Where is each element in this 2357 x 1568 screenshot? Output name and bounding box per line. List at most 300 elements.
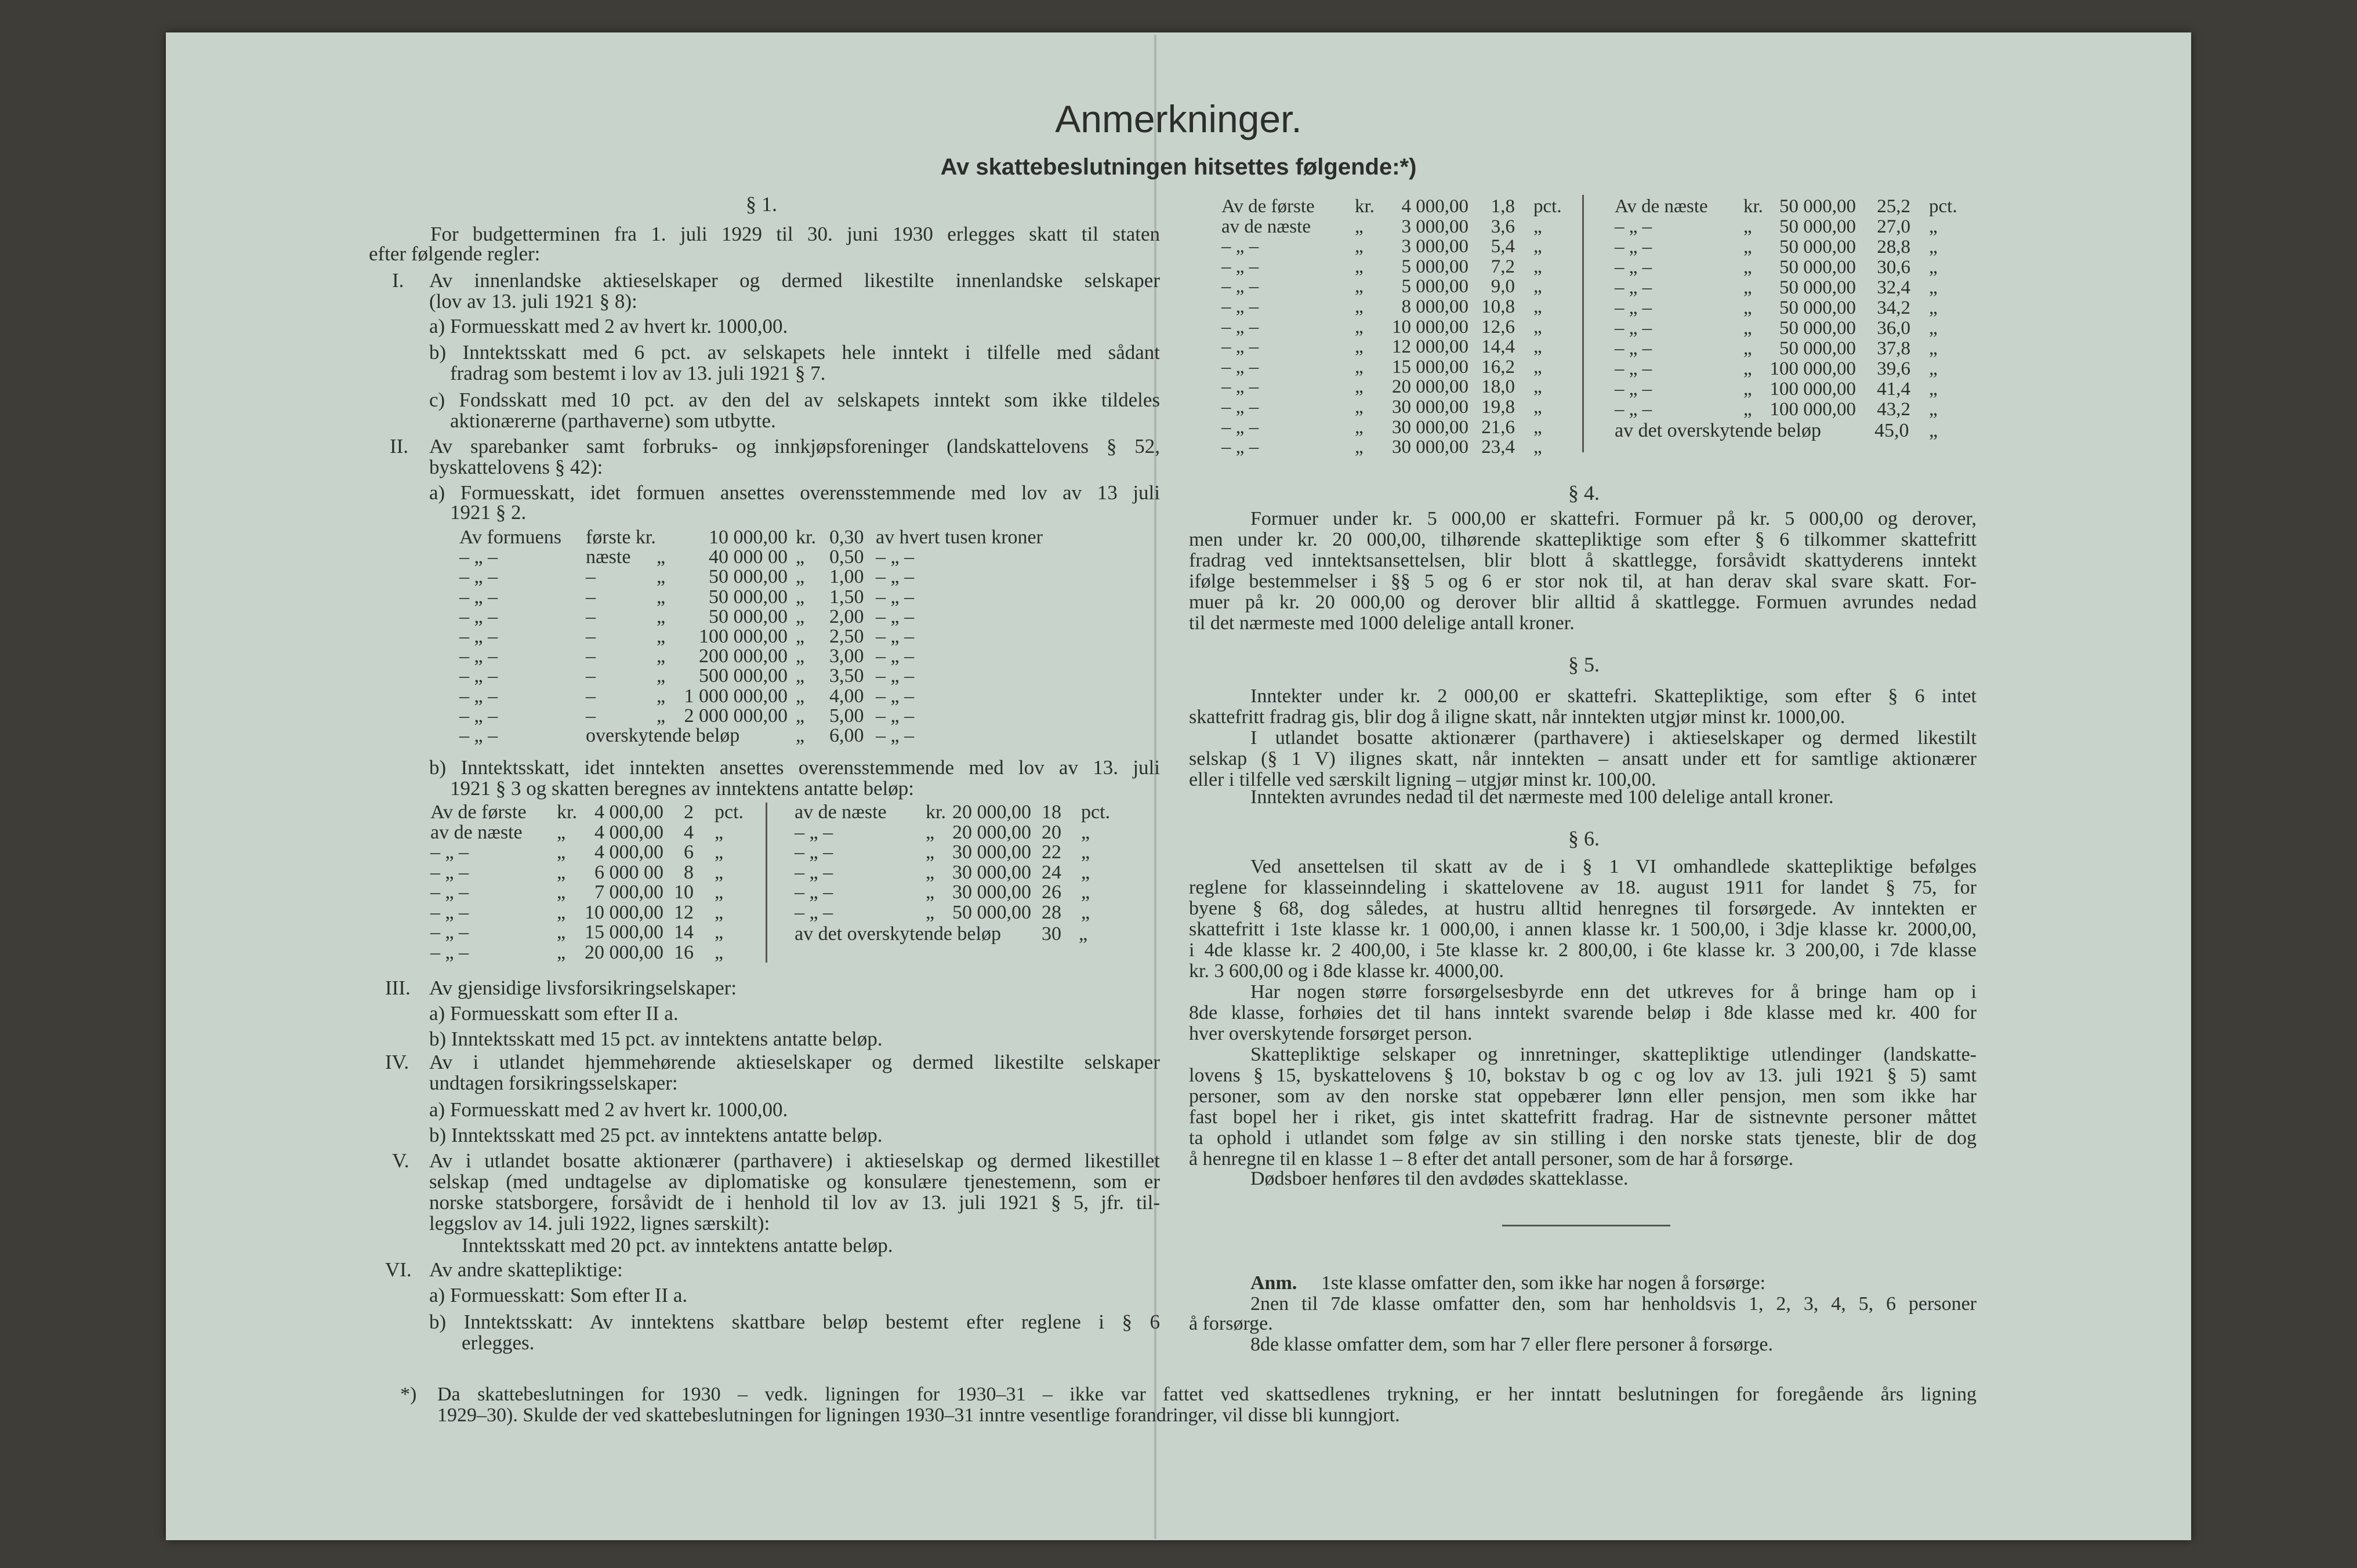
table-cell: „ [1533,236,1542,257]
paragraph-line: 8de klasse, forhøies det til hans inntekt svarende beløp i 8de klasse med kr. 400 for [1189,1002,1977,1023]
paragraph-line: b) Inntektsskatt, idet inntekten ansettes overensstemmende med lov av 13. juli [429,756,1160,779]
table-cell: – „ – [876,626,915,647]
paragraph-line: Inntekten avrundes nedad til det nærmeste med 100 delelige antall kroner. [1250,786,1834,808]
table-cell: – „ – [1221,416,1259,438]
table-cell: 39,6 [1877,358,1910,379]
table-cell: – „ – [459,725,498,746]
table-cell: av hvert tusen kroner [876,527,1043,548]
section-6-heading: § 6. [1568,827,1600,850]
footnote-line: Da skattebeslutningen for 1930 – vedk. ligningen for 1930–31 – ikke var fattet ved skattsedlenes trykning, er her inntatt beslutningen for foregående års ligning [437,1384,1977,1405]
table-cell: „ [1533,416,1542,438]
table-cell: 30 000,00 [952,841,1031,863]
table-cell: „ [796,685,805,707]
table-cell: – [586,626,596,647]
paragraph-line: fradrag som bestemt i lov av 13. juli 1921 § 7. [450,362,826,384]
table-cell: 0,30 [829,527,864,548]
paragraph-line: hver overskytende forsørget person. [1189,1023,1473,1044]
paragraph-line: erlegges. [462,1331,535,1354]
paragraph-line: Dødsboer henføres til den avdødes skatteklasse. [1250,1168,1629,1189]
table-cell: „ [796,546,805,568]
table-cell: 26 [1042,881,1061,903]
table-cell: pct. [1533,196,1562,217]
paragraph-line: å forsørge. [1189,1313,1273,1334]
table-cell: – „ – [1615,379,1652,400]
table-cell: – „ – [459,645,498,667]
table-cell: „ [1743,297,1752,318]
table-cell: 32,4 [1877,277,1910,298]
table-cell: 27,0 [1877,216,1910,237]
table-cell: 500 000,00 [699,665,788,687]
table-cell: „ [557,821,566,843]
table-cell: – „ – [459,705,498,727]
table-cell: „ [1079,923,1088,945]
table-cell: 15 000,00 [1392,356,1468,378]
table-cell: „ [1929,297,1938,318]
table-cell: av de næste [430,821,523,843]
paragraph-line: Har nogen større forsørgelsesbyrde enn det utkreves for å bringe ham op i [1250,981,1977,1003]
table-cell: „ [1355,236,1364,257]
paragraph-line: eller i tilfelle ved særskilt ligning – utgjør minst kr. 100,00. [1189,769,1656,790]
table-cell: 20 000,00 [952,801,1031,823]
table-cell: „ [1081,861,1090,883]
table-cell: 15 000,00 [585,921,663,943]
table-cell: – „ – [1221,437,1259,458]
table-cell: 100 000,00 [1769,379,1856,400]
table-cell: – „ – [1615,257,1652,278]
table-cell: 4 [684,821,694,843]
document-subtitle: Av skattebeslutningen hitsettes følgende:*) [940,154,1417,180]
section-5-heading: § 5. [1568,653,1600,676]
table-cell: – „ – [1615,216,1652,237]
table-cell: „ [1743,399,1752,420]
table-cell: 12 [674,901,694,923]
paragraph-line: b) Inntektsskatt: Av inntektens skattbare beløp bestemt efter reglene i § 6 [429,1311,1160,1333]
paragraph-line: kr. 3 600,00 og i 8de klasse kr. 4000,00. [1189,960,1504,982]
paragraph-line: ta ophold i utlandet som følge av sin stilling i den norske stats tjeneste, blir de dog [1189,1127,1977,1149]
table-cell: 20 000,00 [952,821,1031,843]
table-cell: kr. [796,527,816,548]
table-cell: „ [1929,420,1938,441]
table-cell: Av de første [430,801,527,823]
paragraph-line: undtagen forsikringsselskaper: [429,1072,678,1094]
table-cell: 50 000,00 [1779,237,1856,257]
table-cell: „ [1929,338,1938,359]
table-cell: „ [1355,416,1364,438]
table-cell: 37,8 [1877,338,1910,359]
table-cell: – „ – [795,821,833,843]
table-cell: „ [715,941,724,963]
paragraph-line: b) Inntektsskatt med 15 pct. av inntektens antatte beløp. [429,1028,883,1050]
table-cell: – „ – [876,586,915,608]
table-cell: „ [1533,356,1542,378]
table-cell: „ [1929,318,1938,339]
roman-numeral: III. [385,977,411,999]
table-cell: „ [1533,316,1542,337]
paragraph-line: å henregne til en klasse 1 – 8 efter det antall personer, som de har å forsørge. [1189,1148,1794,1170]
table-cell: – „ – [876,566,915,588]
table-cell: kr. [1743,196,1763,217]
paragraph-line: lovens § 15, byskattelovens § 10, bokstav b og c og lov av 13. juli 1921 § 5) samt [1189,1065,1977,1086]
table-cell: – „ – [795,901,833,923]
paragraph-line: c) Fondsskatt med 10 pct. av den del av selskapets inntekt som ikke tildeles [429,389,1160,411]
table-cell: av de næste [795,801,887,823]
table-cell: 5,4 [1491,236,1515,257]
paragraph-line: selskap (med undtagelse av diplomatiske og konsulære tjenestemenn, som er [429,1170,1160,1193]
table-cell: 7,2 [1491,256,1515,277]
table-cell: 3,50 [829,665,864,687]
table-cell: „ [1355,256,1364,277]
table-cell: – [586,685,596,707]
table-cell: kr. [926,801,946,823]
table-cell: 30 000,00 [952,881,1031,903]
table-cell: „ [557,841,566,863]
table-cell: – „ – [1615,318,1652,339]
table-cell: – [586,605,596,627]
table-cell: av det overskytende beløp [1615,420,1821,441]
table-cell: 20 000,00 [1392,376,1468,398]
table-cell: – „ – [1221,376,1259,398]
table-cell: „ [715,881,724,903]
annotation-label: Anm. [1250,1272,1297,1294]
table-cell: „ [1355,437,1364,458]
table-cell: – „ – [459,586,498,608]
paragraph-line: fast bopel her i riket, gis intet skattefritt fradrag. Har de sistnevnte personer måttet [1189,1106,1977,1128]
table-cell: 5,00 [829,705,864,727]
table-cell: 22 [1042,841,1061,863]
table-cell: 40 000 00 [709,546,788,568]
table-cell: kr. [557,801,577,823]
table-cell: „ [1355,276,1364,297]
paragraph-line: Ved ansettelsen til skatt av de i § 1 VI omhandlede skattepliktige befølges [1250,856,1977,877]
table-cell: – „ – [876,685,915,707]
table-cell: 30 000,00 [1392,397,1468,418]
table-cell: – [586,586,596,608]
table-cell: av det overskytende beløp [795,923,1001,945]
table-cell: – „ – [1615,237,1652,257]
paragraph-line: efter følgende regler: [369,242,541,265]
table-cell: 100 000,00 [699,626,788,647]
table-cell: 4 000,00 [1401,196,1468,217]
table-cell: „ [926,881,935,903]
table-cell: „ [1081,881,1090,903]
table-cell: „ [1533,336,1542,358]
table-cell: „ [1081,841,1090,863]
paragraph-line: 1921 § 3 og skatten beregnes av inntektens antatte beløp: [450,777,914,800]
table-cell: – „ – [430,841,469,863]
table-cell: – „ – [1221,397,1259,418]
table-cell: „ [657,546,666,568]
table-cell: „ [926,901,935,923]
roman-numeral: I. [392,269,404,292]
table-cell: 10 [674,881,694,903]
table-cell: „ [796,645,805,667]
table-cell: – „ – [459,566,498,588]
table-cell: – „ – [1221,276,1259,297]
table-cell: 41,4 [1877,379,1910,400]
table-divider [1582,195,1584,452]
paragraph-line: a) Formuesskatt, idet formuen ansettes overensstemmende med lov av 13 juli [429,481,1160,504]
table-cell: 34,2 [1877,297,1910,318]
paragraph-line: reglene for klasseinndeling i skattelovene av 18. august 1911 for landet § 75, for [1189,877,1977,898]
table-cell: „ [1743,216,1752,237]
table-cell: 10,8 [1481,296,1515,317]
table-cell: 1,8 [1491,196,1515,217]
table-cell: – „ – [876,665,915,687]
paragraph-line: men under kr. 20 000,00, tilhørende skattepliktige som efter § 6 tilkommer skattefritt [1189,529,1977,550]
table-cell: 10 000,00 [1392,316,1468,337]
table-cell: „ [1929,237,1938,257]
table-cell: „ [1355,336,1364,358]
table-cell: 20 [1042,821,1061,843]
table-cell: „ [657,685,666,707]
table-cell: 3 000,00 [1401,236,1468,257]
table-cell: „ [1743,318,1752,339]
table-cell: 50 000,00 [1779,277,1856,298]
table-cell: 50 000,00 [952,901,1031,923]
table-cell: kr. [1355,196,1375,217]
table-cell: – „ – [1615,399,1652,420]
table-cell: – [586,645,596,667]
table-cell: 30 000,00 [952,861,1031,883]
table-cell: „ [1533,216,1542,237]
table-cell: 25,2 [1877,196,1910,217]
table-cell: 18,0 [1481,376,1515,398]
paragraph-line: a) Formuesskatt: Som efter II a. [429,1284,688,1306]
table-cell: 50 000,00 [1779,196,1856,217]
table-cell: 30 000,00 [1392,437,1468,458]
table-cell: – „ – [1615,297,1652,318]
table-cell: „ [1355,216,1364,237]
table-cell: Av de næste [1615,196,1708,217]
table-cell: – „ – [430,901,469,923]
paragraph-line: Av innenlandske aktieselskaper og dermed likestilte innenlandske selskaper [429,269,1160,292]
table-cell: 28 [1042,901,1061,923]
table-cell: 5 000,00 [1401,276,1468,297]
table-cell: „ [657,586,666,608]
table-cell: 6 [684,841,694,863]
table-cell: 200 000,00 [699,645,788,667]
table-cell: 12 000,00 [1392,336,1468,358]
table-cell: „ [1355,296,1364,317]
table-cell: av de næste [1221,216,1311,237]
table-cell: 2 000 000,00 [684,705,788,727]
table-cell: 14,4 [1481,336,1515,358]
paragraph-line: 1921 § 2. [450,501,527,524]
table-cell: „ [715,821,724,843]
table-cell: 50 000,00 [1779,257,1856,278]
table-cell: „ [1081,821,1090,843]
table-cell: 28,8 [1877,237,1910,257]
paragraph-line: Av gjensidige livsforsikringselskaper: [429,977,737,999]
table-cell: – [586,705,596,727]
table-cell: Av de første [1221,196,1315,217]
table-cell: 1 000 000,00 [684,685,788,707]
paragraph-line: a) Formuesskatt som efter II a. [429,1002,679,1025]
paragraph-line: (lov av 13. juli 1921 § 8): [429,290,637,313]
table-cell: – „ – [1221,356,1259,378]
table-cell: „ [796,626,805,647]
table-cell: 14 [674,921,694,943]
paragraph-line: skattefritt fradrag gis, blir dog å iligne skatt, når inntekten utgjør minst kr. 1000,00. [1189,706,1845,728]
table-cell: næste [586,546,631,568]
table-cell: 7 000,00 [594,881,663,903]
table-cell: „ [1929,399,1938,420]
table-cell: 21,6 [1481,416,1515,438]
paragraph-line: Av i utlandet hjemmehørende aktieselskaper og dermed likestilte selskaper [429,1051,1160,1073]
table-cell: – „ – [795,861,833,883]
paragraph-line: fradrag ved inntektsansettelsen, blir blott å skattlegge, forsåvidt skattyderens inntekt [1189,550,1977,571]
table-cell: 5 000,00 [1401,256,1468,277]
table-cell: „ [796,586,805,608]
table-cell: „ [1929,257,1938,278]
table-cell: – „ – [795,841,833,863]
table-cell: – „ – [1221,336,1259,358]
table-cell: 4 000,00 [594,821,663,843]
table-cell: „ [1533,437,1542,458]
table-cell: „ [1743,237,1752,257]
table-cell: 4,00 [829,685,864,707]
table-cell: 20 000,00 [585,941,663,963]
table-cell: „ [1533,256,1542,277]
table-cell: „ [715,901,724,923]
table-cell: „ [557,881,566,903]
paragraph-line: 2nen til 7de klasse omfatter den, som har henholdsvis 1, 2, 3, 4, 5, 6 personer [1250,1293,1977,1315]
table-cell: 36,0 [1877,318,1910,339]
table-cell: 2,00 [829,605,864,627]
table-cell: – „ – [1221,236,1259,257]
table-cell: „ [657,566,666,588]
paragraph-line: a) Formuesskatt med 2 av hvert kr. 1000,00. [429,1098,788,1121]
table-cell: „ [1355,397,1364,418]
table-cell: – „ – [876,605,915,627]
table-cell: „ [796,705,805,727]
table-cell: „ [926,861,935,883]
table-cell: 8 000,00 [1401,296,1468,317]
table-cell: „ [1355,316,1364,337]
table-cell: „ [657,665,666,687]
paragraph-line: til det nærmeste med 1000 delelige antall kroner. [1189,612,1575,634]
table-cell: – „ – [1615,277,1652,298]
table-cell: 50 000,00 [709,586,788,608]
table-cell: „ [1081,901,1090,923]
table-cell: 4 000,00 [594,841,663,863]
roman-numeral: II. [390,435,409,458]
table-cell: pct. [715,801,744,823]
paragraph-line: ifølge bestemmelser i §§ 5 og 6 er stor nok til, at han derav skal svare skatt. For- [1189,571,1977,592]
table-cell: 19,8 [1481,397,1515,418]
table-cell: – „ – [430,881,469,903]
table-cell: – „ – [459,546,498,568]
table-cell: – „ – [876,645,915,667]
table-cell: „ [1743,257,1752,278]
table-cell: – „ – [1221,316,1259,337]
table-cell: – [586,566,596,588]
table-cell: 6,00 [829,725,864,746]
table-cell: „ [1743,338,1752,359]
table-cell: „ [657,605,666,627]
table-cell: 50 000,00 [709,605,788,627]
table-cell: 18 [1042,801,1061,823]
table-cell: „ [926,821,935,843]
table-cell: „ [796,566,805,588]
table-cell: – „ – [430,861,469,883]
table-cell: 8 [684,861,694,883]
table-cell: 2,50 [829,626,864,647]
table-cell: 10 000,00 [709,527,788,548]
table-cell: „ [796,605,805,627]
table-cell: „ [715,921,724,943]
table-cell: – „ – [430,921,469,943]
paragraph-line: Inntektsskatt med 20 pct. av inntektens antatte beløp. [462,1234,893,1257]
table-cell: „ [1743,379,1752,400]
table-cell: „ [557,941,566,963]
table-cell: – „ – [876,705,915,727]
table-cell: „ [1533,276,1542,297]
paragraph-line: Av andre skattepliktige: [429,1258,623,1281]
roman-numeral: IV. [385,1051,409,1073]
table-cell: 10 000,00 [585,901,663,923]
table-cell: „ [796,725,805,746]
paragraph-line: byene § 68, dog således, at hustru alltid henregnes til forsørgede. Av inntekten er [1189,898,1977,919]
paragraph-line: Inntekter under kr. 2 000,00 er skattefri. Skattepliktige, som efter § 6 intet [1250,685,1977,707]
table-cell: første kr. [586,527,656,548]
roman-numeral: VI. [385,1258,412,1281]
table-cell: 1,00 [829,566,864,588]
table-cell: „ [796,665,805,687]
paragraph-line: Skattepliktige selskaper og innretninger, skattepliktige utlendinger (landskatte- [1250,1044,1977,1065]
table-cell: – „ – [459,665,498,687]
table-cell: „ [1929,358,1938,379]
table-cell: pct. [1081,801,1111,823]
table-cell: 30 [1042,923,1061,945]
table-cell: „ [1929,277,1938,298]
paragraph-line: b) Inntektsskatt med 6 pct. av selskapets hele inntekt i tilfelle med sådant [429,341,1160,364]
section-1-heading: § 1. [746,193,777,216]
table-cell: 100 000,00 [1769,358,1856,379]
paragraph-line: muer på kr. 20 000,00 og derover blir alltid å skattlegge. Formuen avrundes nedad [1189,591,1977,613]
table-cell: – „ – [795,881,833,903]
table-cell: – „ – [1221,296,1259,317]
paragraph-line: i 4de klasse kr. 2 400,00, i 5te klasse kr. 2 800,00, i 6te klasse kr. 3 200,00, i 7de klasse [1189,939,1977,961]
paragraph-line: Av i utlandet bosatte aktionærer (parthavere) i aktieselskap og dermed likestillet [429,1149,1160,1172]
footnote-line: 1929–30). Skulde der ved skattebeslutningen for ligningen 1930–31 inntre vesentlige forandringer, vil disse bli kunngjort. [437,1404,1400,1426]
table-cell: 3,00 [829,645,864,667]
table-cell: 16 [674,941,694,963]
table-cell: 2 [684,801,694,823]
table-cell: „ [1533,296,1542,317]
table-cell: – „ – [1615,358,1652,379]
table-cell: „ [1743,277,1752,298]
paragraph-line: leggslov av 14. juli 1922, lignes særskilt): [429,1212,770,1235]
table-cell: 43,2 [1877,399,1910,420]
paragraph-line: a) Formuesskatt med 2 av hvert kr. 1000,00. [429,315,788,337]
table-cell: 50 000,00 [1779,297,1856,318]
table-cell: „ [715,861,724,883]
paragraph-line: norske statsborgere, forsåvidt de i henhold til lov av 13. juli 1921 § 5, jfr. til- [429,1191,1160,1214]
table-cell: 3,6 [1491,216,1515,237]
table-cell: – „ – [459,685,498,707]
table-cell: – „ – [459,626,498,647]
paragraph-line: aktionærerne (parthaverne) som utbytte. [450,409,776,432]
table-cell: 100 000,00 [1769,399,1856,420]
table-cell: 45,0 [1874,420,1909,441]
paragraph-line: byskattelovens § 42): [429,456,603,478]
section-divider [1502,1225,1670,1226]
table-cell: „ [657,645,666,667]
table-cell: 9,0 [1491,276,1515,297]
document-title: Anmerkninger. [1055,97,1302,140]
table-cell: „ [1533,376,1542,398]
